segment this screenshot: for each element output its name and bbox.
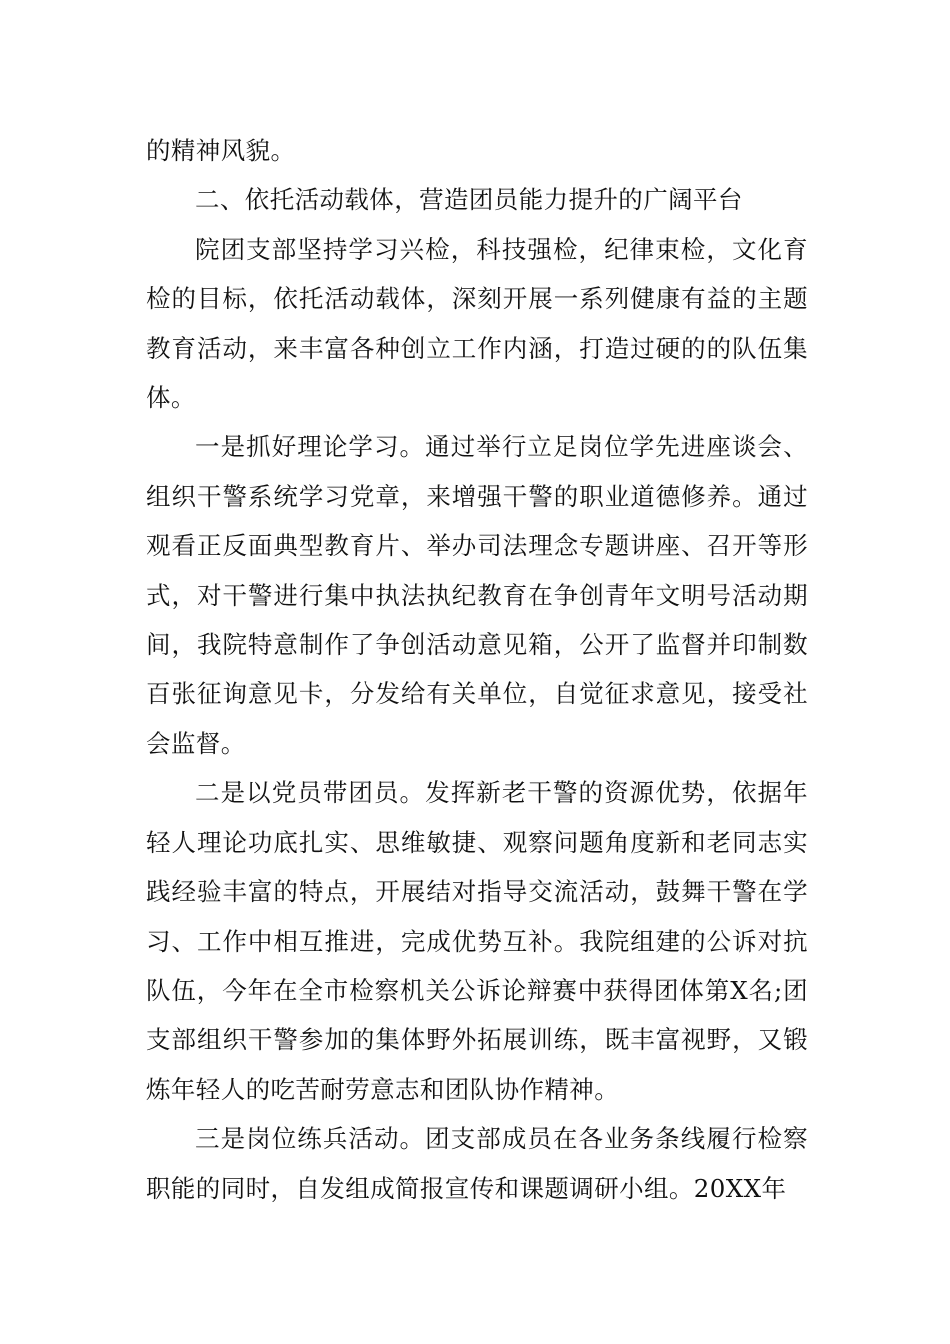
document-page <box>146 126 808 1213</box>
paragraph-5: 二是以党员带团员。发挥新老干警的资源优势，依据年轻人理论功底扎实、思维敏捷、观察问题角度新和老同志实践经验丰富的特点，开展结对指导交流活动，鼓舞干警在学习、工作中相互推进，完成优势互补。我院组建的公诉对抗队伍，今年在全市检察机关公诉论辩赛中获得团体第X名;团支部组织干警参加的集体野外拓展训练，既丰富视野，又锻炼年轻人的吃苦耐劳意志和团队协作精神。 <box>146 778 808 1104</box>
paragraph-1: 的精神风貌。 <box>146 136 296 165</box>
paragraph-3: 院团支部坚持学习兴检，科技强检，纪律束检，文化育检的目标，依托活动载体，深刻开展一系列健康有益的主题教育活动，来丰富各种创立工作内涵，打造过硬的的队伍集体。 <box>146 234 808 413</box>
paragraph-4: 一是抓好理论学习。通过举行立足岗位学先进座谈会、组织干警系统学习党章，来增强干警的职业道德修养。通过观看正反面典型教育片、举办司法理念专题讲座、召开等形式，对干警进行集中执法执纪教育在争创青年文明号活动期间，我院特意制作了争创活动意见箱，公开了监督并印制数百张征询意见卡，分发给有关单位，自觉征求意见，接受社会监督。 <box>146 432 808 758</box>
paragraph-6: 三是岗位练兵活动。团支部成员在各业务条线履行检察职能的同时，自发组成简报宣传和课题调研小组。20XX年 <box>146 1124 808 1203</box>
section-heading-2: 二、依托活动载体，营造团员能力提升的广阔平台 <box>195 185 743 215</box>
